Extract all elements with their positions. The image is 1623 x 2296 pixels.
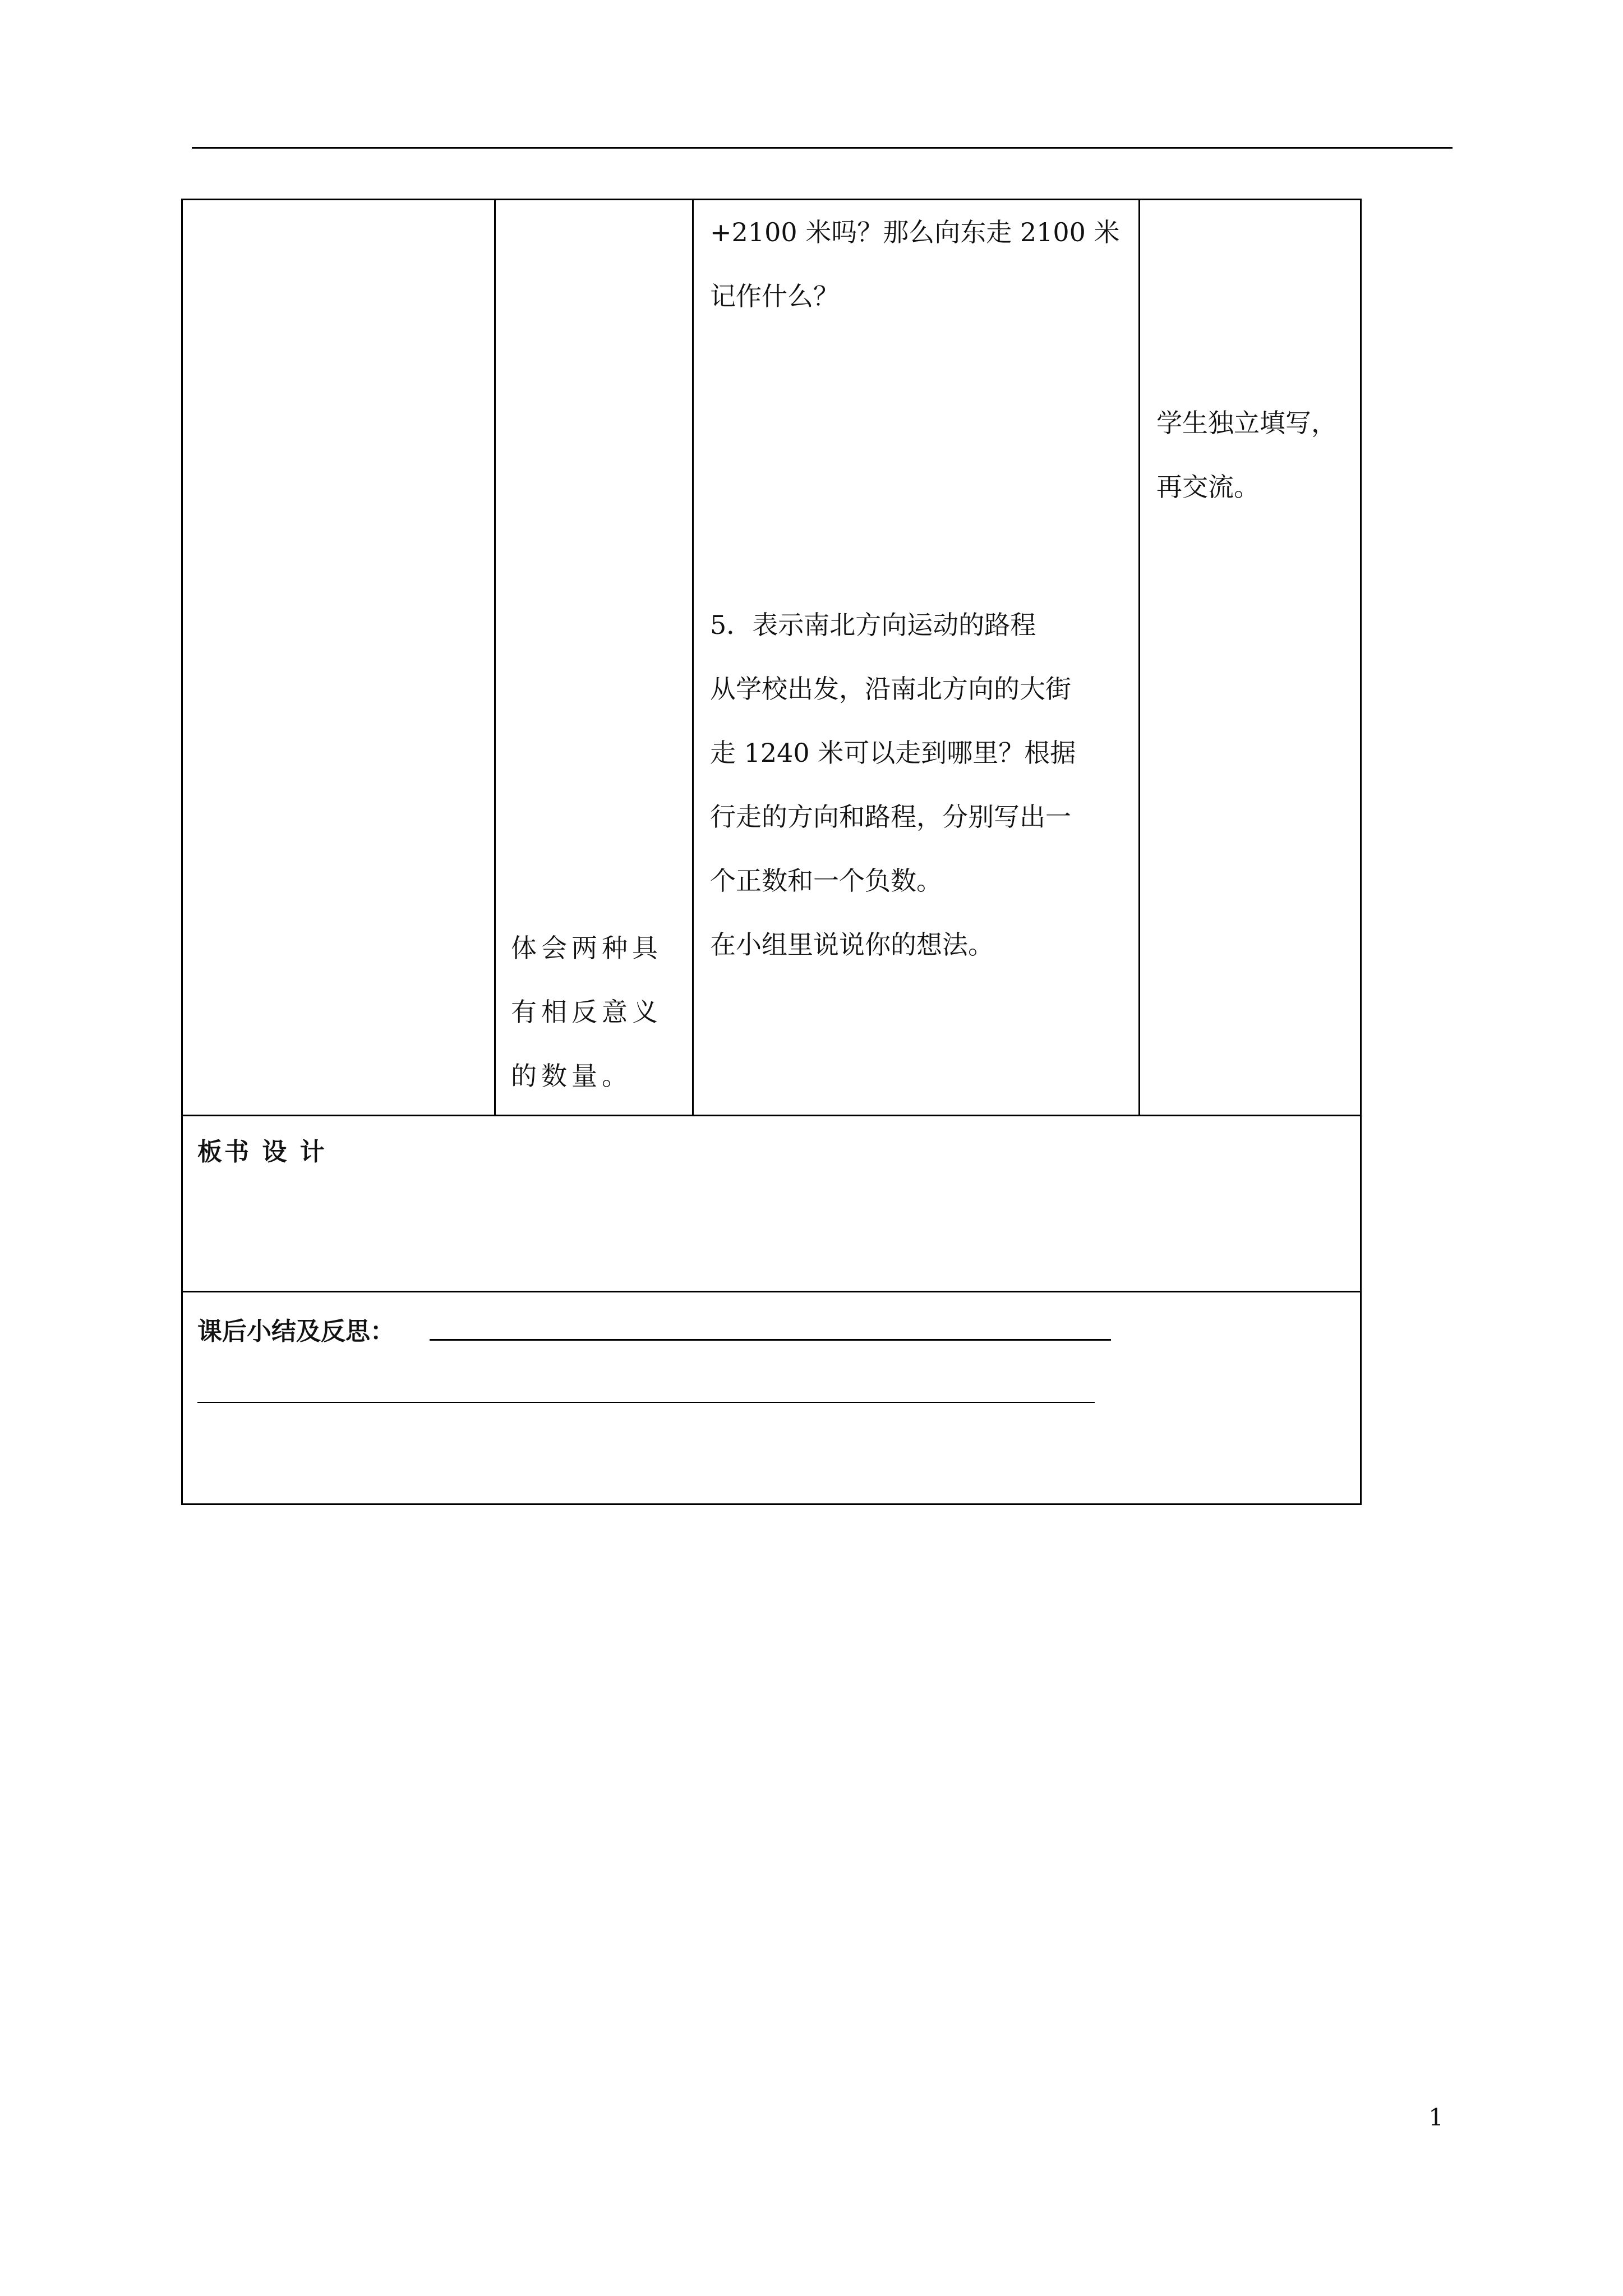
reflection-label: 课后小结及反思：	[197, 1317, 395, 1346]
objective-line: 有相反意义	[511, 997, 662, 1027]
header-rule	[192, 147, 1453, 149]
row-divider-board	[183, 1115, 1360, 1116]
student-line: 再交流。	[1156, 472, 1260, 502]
column-divider-2	[692, 200, 694, 1116]
page-number: 1	[1428, 2104, 1444, 2131]
reflection-fill-line-2[interactable]	[197, 1402, 1095, 1403]
student-line: 学生独立填写，	[1156, 408, 1337, 438]
activity-line: +2100 米吗？那么向东走 2100 米	[710, 217, 1120, 247]
activity-line: 行走的方向和路程，分别写出一	[710, 802, 1071, 832]
objective-line: 的数量。	[511, 1061, 632, 1091]
column-divider-1	[494, 200, 496, 1116]
student-activity-cell	[1156, 391, 1358, 519]
activity-item-5	[710, 593, 1136, 977]
activity-line: 个正数和一个负数。	[710, 866, 942, 896]
activity-line: 从学校出发，沿南北方向的大街	[710, 674, 1071, 704]
activity-line: 记作什么？	[710, 281, 839, 311]
lesson-plan-table	[181, 199, 1362, 1505]
row-divider-reflection	[183, 1291, 1360, 1292]
objective-cell	[511, 916, 679, 1108]
activity-line: 在小组里说说你的想法。	[710, 930, 994, 960]
board-design-label: 板书 设 计	[197, 1138, 327, 1166]
reflection-fill-line-1[interactable]	[430, 1339, 1111, 1341]
objective-line: 体会两种具	[511, 933, 662, 963]
column-divider-3	[1138, 200, 1140, 1116]
activity-line: 走 1240 米可以走到哪里？根据	[710, 738, 1076, 768]
activity-line: 5．表示南北方向运动的路程	[710, 610, 1036, 640]
activity-cell-top	[710, 200, 1136, 328]
